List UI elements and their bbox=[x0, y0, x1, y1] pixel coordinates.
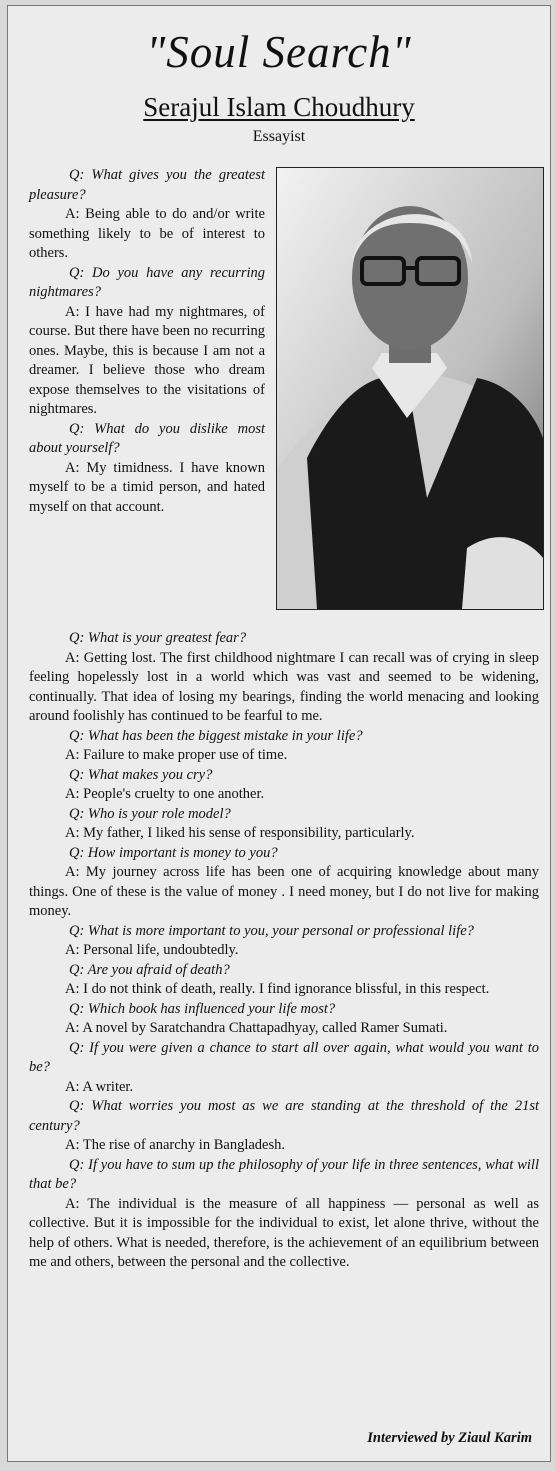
answer: A: Getting lost. The first childhood nightmare I can recall was of crying in sleep feeling hopelessly lost in a world which was vast and seemed to be widening, continually. That idea of losing my bearings, finding the world menacing and looking around foolishly has continued to be fearful to me. bbox=[29, 649, 539, 724]
answer: A: People's cruelty to one another. bbox=[65, 786, 265, 802]
article-title: "Soul Search" bbox=[146, 27, 412, 77]
answer: A: Being able to do and/or write something likely to be of interest to others. bbox=[29, 206, 265, 261]
masthead bbox=[8, 28, 550, 76]
narrow-column bbox=[29, 166, 265, 517]
question: Q: How important is money to you? bbox=[69, 844, 278, 861]
answer: A: Personal life, undoubtedly. bbox=[65, 942, 239, 958]
question: Q: Are you afraid of death? bbox=[69, 961, 230, 978]
answer: A: A novel by Saratchandra Chattapadhyay, called Ramer Sumati. bbox=[65, 1020, 448, 1036]
question: Q: Who is your role model? bbox=[69, 805, 231, 822]
question: Q: What is more important to you, your personal or professional life? bbox=[69, 922, 474, 939]
question: Q: What worries you most as we are standing at the threshold of the 21st century? bbox=[29, 1098, 539, 1134]
answer: A: My journey across life has been one of acquiring knowledge about many things. One of these is the value of money . I need money, but I do not live for making money. bbox=[29, 864, 539, 919]
answer: A: The rise of anarchy in Bangladesh. bbox=[65, 1137, 285, 1153]
question: Q: What gives you the greatest pleasure? bbox=[29, 167, 265, 203]
question: Q: What do you dislike most about yourself? bbox=[29, 420, 265, 456]
answer: A: My timidness. I have known myself to be a timid person, and hated myself on that account. bbox=[29, 459, 265, 515]
question: Q: What has been the biggest mistake in your life? bbox=[69, 727, 363, 744]
question: Q: What is your greatest fear? bbox=[69, 630, 247, 646]
newspaper-clipping bbox=[7, 5, 551, 1462]
answer: A: The individual is the measure of all happiness — personal as well as collective. But it is impossible for the individual to exist, let alone thrive, without the help of others. What is needed, therefore, is the achievement of an equilibrium between me and others, between the personal and the collective. bbox=[29, 1195, 539, 1270]
question: Q: Which book has influenced your life most? bbox=[69, 1000, 336, 1017]
question: Q: Do you have any recurring nightmares? bbox=[29, 264, 265, 300]
answer: A: Failure to make proper use of time. bbox=[65, 747, 288, 763]
interviewee-role: Essayist bbox=[252, 128, 306, 145]
question: Q: What makes you cry? bbox=[69, 766, 213, 783]
interviewer-credit: Interviewed by Ziaul Karim bbox=[367, 1430, 532, 1446]
answer: A: A writer. bbox=[65, 1078, 134, 1095]
answer: A: My father, I liked his sense of responsibility, particularly. bbox=[65, 825, 415, 841]
question: Q: If you have to sum up the philosophy of your life in three sentences, what will that be? bbox=[29, 1156, 539, 1192]
interviewee-name: Serajul Islam Choudhury bbox=[143, 92, 415, 122]
wide-column bbox=[29, 629, 539, 1273]
portrait-photo bbox=[276, 167, 544, 610]
answer: A: I do not think of death, really. I find ignorance blissful, in this respect. bbox=[65, 981, 490, 997]
question: Q: If you were given a chance to start all over again, what would you want to be? bbox=[29, 1039, 539, 1075]
answer: A: I have had my nightmares, of course. But there have been no recurring ones. Maybe, this is because I am not a dreamer. I believe those who dream expose themselves to the visitations of nightmares. bbox=[29, 303, 265, 417]
